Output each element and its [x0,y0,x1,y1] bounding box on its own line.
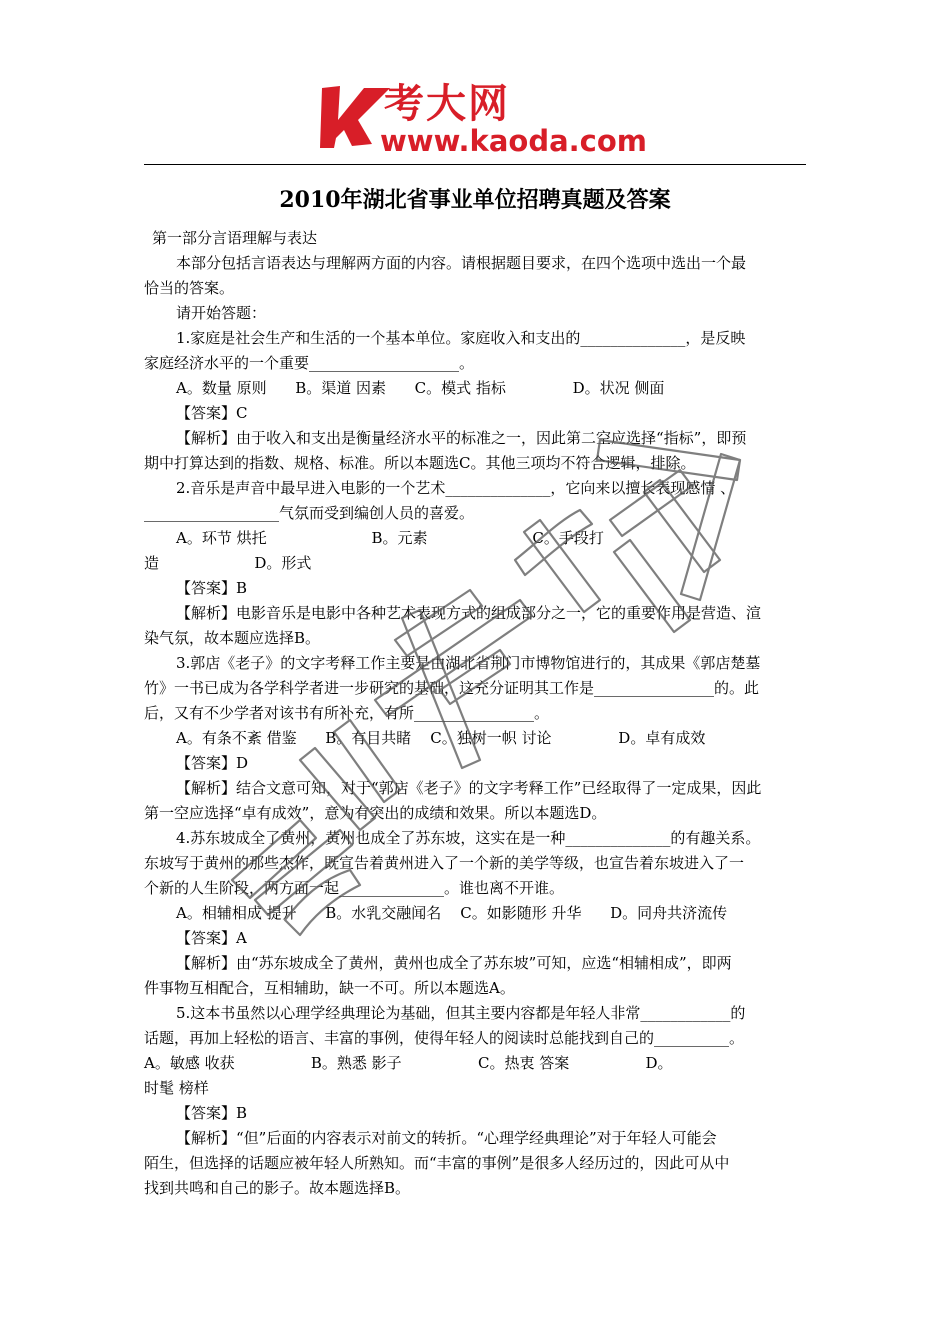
text-line: 竹》一书已成为各学科学者进一步研究的基础，这充分证明其工作是________________的。此 [144,679,760,697]
text-line: 3.郭店《老子》的文字考释工作主要是由湖北省荆门市博物馆进行的，其成果《郭店楚墓 [176,654,761,672]
text-line: 5.这本书虽然以心理学经典理论为基础，但其主要内容都是年轻人非常____________的 [176,1004,746,1022]
text-line: A。有条不紊 借鉴 B。有目共睹 C。独树一帜 讨论 D。卓有成效 [176,729,706,747]
kaoda-logo[interactable] [318,80,647,160]
document-body [144,226,806,1201]
text-line: 【答案】B [176,579,248,597]
text-line: 造 D。形式 [144,554,312,572]
text-line: 个新的人生阶段，两方面一起______________。谁也离不开谁。 [144,879,565,897]
text-line: 件事物互相配合，互相辅助，缺一不可。所以本题选A。 [144,979,515,997]
text-line: 染气氛，故本题应选择B。 [144,629,321,647]
text-line: 期中打算达到的指数、规格、标准。所以本题选C。其他三项均不符合逻辑，排除。 [144,454,696,472]
text-line: 第一空应选择“卓有成效”，意为有突出的成绩和效果。所以本题选D。 [144,804,607,822]
text-line: __________________气氛而受到编创人员的喜爱。 [144,504,475,522]
text-line: 【答案】B [176,1104,248,1122]
text-line: 找到共鸣和自己的影子。故本题选择B。 [144,1179,411,1197]
text-line: 【解析】由“苏东坡成全了黄州，黄州也成全了苏东坡”可知，应选“相辅相成”，即两 [176,954,732,972]
text-line: 【答案】D [176,754,249,772]
text-line: 4.苏东坡成全了黄州，黄州也成全了苏东坡，这实在是一种______________的有趣关系。 [176,829,761,847]
header-divider [144,164,806,165]
text-line: 2.音乐是声音中最早进入电影的一个艺术______________，它向来以擅长表现感情 、 [176,479,736,497]
text-line: 【解析】电影音乐是电影中各种艺术表现方式的组成部分之一，它的重要作用是营造、渲 [176,604,762,622]
text-line: A。数量 原则 B。渠道 因素 C。模式 指标 D。状况 侧面 [176,379,665,397]
text-line: 本部分包括言语表达与理解两方面的内容。请根据题目要求，在四个选项中选出一个最 [176,254,747,272]
text-line: A。敏感 收获 B。熟悉 影子 C。热衷 答案 D。 [144,1054,673,1072]
text-line: 陌生，但选择的话题应被年轻人所熟知。而“丰富的事例”是很多人经历过的，因此可从中 [144,1154,730,1172]
text-line: A。环节 烘托 B。元素 C。手段打 [176,529,604,547]
text-line: 1.家庭是社会生产和生活的一个基本单位。家庭收入和支出的______________，是反映 [176,329,746,347]
text-line: 【解析】由于收入和支出是衡量经济水平的标准之一，因此第二空应选择“指标”，即预 [176,429,747,447]
text-line: 【解析】结合文意可知，对于“郭店《老子》的文字考释工作”已经取得了一定成果，因此 [176,779,762,797]
document-title: 2010年湖北省事业单位招聘真题及答案 [279,187,671,213]
logo-chinese-text: 考大网 [384,81,510,127]
text-line: 东坡写于黄州的那些杰作，既宣告着黄州进入了一个新的美学等级，也宣告着东坡进入了一 [144,854,745,872]
text-line: 请开始答题： [176,304,267,322]
text-line: 第一部分言语理解与表达 [152,229,318,247]
text-line: 【答案】A [176,929,247,947]
logo-url-text: www.kaoda.com [380,124,647,158]
text-line: 【解析】“但”后面的内容表示对前文的转折。“心理学经典理论”对于年轻人可能会 [176,1129,717,1147]
text-line: 后，又有不少学者对该书有所补充，有所________________。 [144,704,550,722]
text-line: 话题，再加上轻松的语言、丰富的事例，使得年轻人的阅读时总能找到自己的__________。 [144,1029,745,1047]
text-line: 时髦 榜样 [144,1079,209,1097]
text-line: 恰当的答案。 [144,279,235,297]
text-line: A。相辅相成 提升 B。水乳交融闻名 C。如影随形 升华 D。同舟共济流传 [176,904,728,922]
text-line: 家庭经济水平的一个重要____________________。 [144,354,475,372]
text-line: 【答案】C [176,404,248,422]
